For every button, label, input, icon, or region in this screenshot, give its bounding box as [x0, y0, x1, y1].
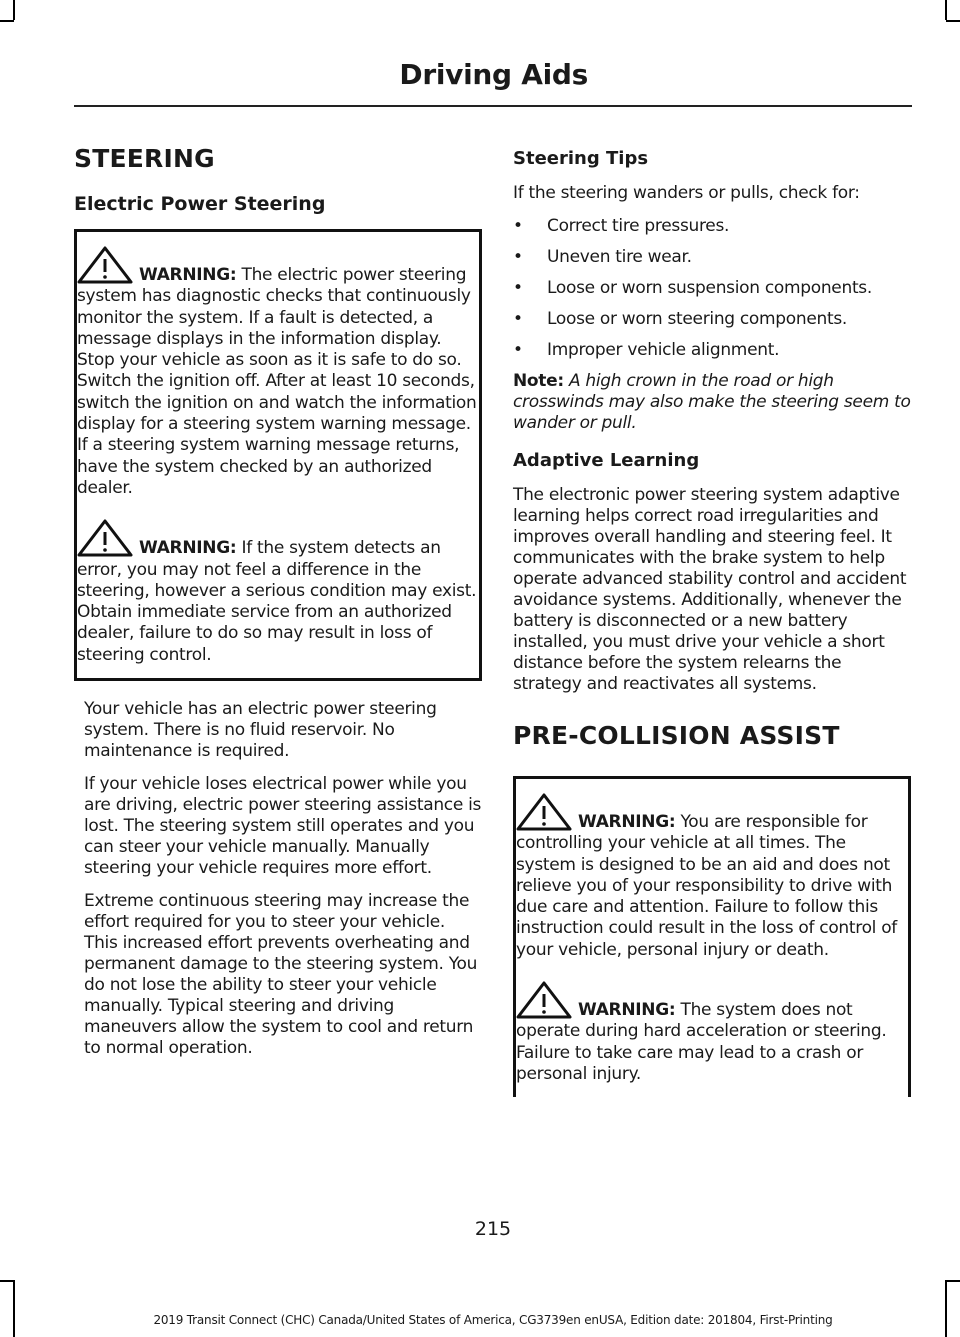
- warning-triangle-icon: [77, 246, 133, 284]
- warning-box: [74, 229, 482, 681]
- tips-list: [513, 216, 911, 361]
- warning-label: WARNING:: [578, 1000, 676, 1021]
- body-paragraph: Your vehicle has an electric power steering system. There is no fluid reservoir. No maintenance is required.: [84, 699, 437, 762]
- bullet-glyph: •: [513, 340, 523, 360]
- page-footer: 2019 Transit Connect (CHC) Canada/United States of America, CG3739en enUSA, Edition date: 201804, First-Printing: [153, 1313, 833, 1327]
- list-item: • Loose or worn steering components.: [513, 309, 848, 329]
- crop-mark: [0, 20, 14, 22]
- warning-paragraph: [77, 519, 479, 666]
- warning-label: WARNING:: [578, 812, 676, 832]
- warning-label: WARNING:: [139, 538, 237, 559]
- bullet-glyph: •: [513, 278, 523, 298]
- bullet-glyph: •: [513, 247, 523, 267]
- warning-triangle-icon: [516, 793, 572, 831]
- page-number: 215: [474, 1218, 512, 1240]
- body-paragraph: Extreme continuous steering may increase the effort required for you to steer your vehicle. This increased effort prevents overheating and permanent damage to the steering system. You do not lose the ability to steer your vehicle manually. Typical steering and driving maneuvers allow the system to cool and return to normal operation.: [84, 891, 478, 1059]
- section-title-pre-collision-assist: PRE-COLLISION ASSIST: [513, 721, 840, 750]
- list-item: • Uneven tire wear.: [513, 247, 692, 267]
- section-title-steering: STEERING: [74, 144, 215, 173]
- list-item: • Loose or worn suspension components.: [513, 278, 872, 298]
- warning-paragraph: [77, 246, 479, 499]
- list-item: • Correct tire pressures.: [513, 216, 730, 236]
- note-label: Note:: [513, 371, 564, 391]
- body-paragraph: If your vehicle loses electrical power while you are driving, electric power steering assistance is lost. The steering system still operates and you can steer your vehicle manually. Manually steering your vehicle requires more effort.: [84, 774, 482, 879]
- note-text: A high crown in the road or high crosswinds may also make the steering seem to wander or pull.: [513, 371, 911, 433]
- crop-mark: [945, 1280, 947, 1337]
- left-column: [74, 144, 482, 1071]
- crop-mark: [13, 1280, 15, 1337]
- header-divider: [74, 105, 912, 107]
- warning-text: If the system detects an error, you may not feel a difference in the steering, however a serious condition may exist. Obtain immediate service from an authorized dealer, failure to do so may result in loss of steering control.: [77, 538, 477, 665]
- crop-mark: [945, 0, 947, 20]
- warning-text: The electric power steering system has diagnostic checks that continuously monitor the system. If a fault is detected, a message displays in the information display. Stop your vehicle as soon as it is safe to do so. Switch the ignition off. After at least 10 seconds, switch the ignition on and watch the information display for a steering system warning message. If a steering system warning message returns, have the system checked by an authorized dealer.: [77, 265, 477, 498]
- page-header-title: Driving Aids: [399, 58, 588, 91]
- warning-box: [513, 776, 911, 1097]
- subsection-title-eps: Electric Power Steering: [74, 193, 326, 215]
- warning-triangle-icon: [77, 519, 133, 557]
- list-item: • Improper vehicle alignment.: [513, 340, 780, 360]
- warning-paragraph: [516, 981, 908, 1085]
- bullet-glyph: •: [513, 309, 523, 329]
- right-column: [513, 148, 911, 1115]
- warning-triangle-icon: [516, 981, 572, 1019]
- crop-mark: [0, 1280, 14, 1282]
- warning-label: WARNING:: [139, 265, 237, 285]
- crop-mark: [946, 1280, 960, 1282]
- note-paragraph: [513, 371, 911, 434]
- subsection-title-steering-tips: Steering Tips: [513, 148, 649, 169]
- tips-intro: If the steering wanders or pulls, check for:: [513, 183, 860, 203]
- body-paragraph: The electronic power steering system adaptive learning helps correct road irregularities and improves overall handling and steering feel. It communicates with the brake system to help operate advanced stability control and accident avoidance systems. Additionally, whenever the battery is disconnected or a new battery installed, you must drive your vehicle a short distance before the system relearns the strategy and reactivates all systems.: [513, 485, 907, 694]
- crop-mark: [946, 20, 960, 22]
- warning-text: The system does not operate during hard acceleration or steering. Failure to take care may lead to a crash or personal injury.: [516, 1000, 887, 1084]
- subsection-title-adaptive-learning: Adaptive Learning: [513, 450, 700, 471]
- warning-paragraph: [516, 793, 908, 961]
- bullet-glyph: •: [513, 216, 523, 236]
- warning-text: You are responsible for controlling your vehicle at all times. The system is designed to be an aid and does not relieve you of your responsibility to drive with due care and attention. Failure to follow this instruction could result in the loss of control of your vehicle, personal injury or death.: [516, 812, 897, 960]
- crop-mark: [13, 0, 15, 20]
